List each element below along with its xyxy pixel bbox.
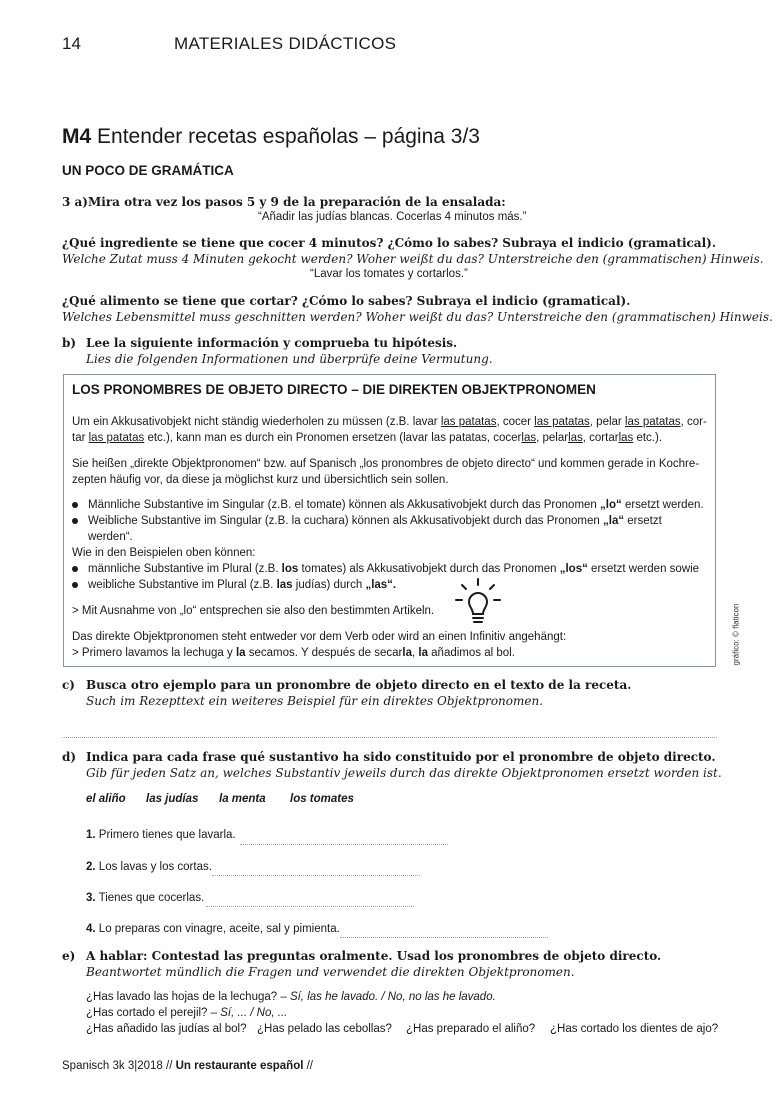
underlined-text: las patatas [624,416,681,428]
text: , pelar [589,416,625,428]
text: tomates) als Akkusativobjekt durch das Pronomen [298,563,560,575]
q3a-q1-es: ¿Qué ingrediente se tiene que cocer 4 minutos? ¿Cómo lo sabes? Subraya el indicio (gramatical). [62,236,716,250]
image-credit: gráfico: © flaticon [731,603,741,666]
q3a-prompt [62,195,506,209]
pronoun: „la“ [603,515,625,527]
q3a-q2-es: ¿Qué alimento se tiene que cortar? ¿Cómo lo sabes? Subraya el indicio (gramatical). [62,294,631,308]
text: añadimos al bol. [427,647,515,659]
question: ¿Has lavado las hojas de la lechuga? – [86,991,290,1003]
text: , pelar [536,432,569,444]
qe-letter: e) [62,949,76,963]
item-number: 2. [86,861,96,873]
answer-example: Sí, las he lavado. / No, no las he lavado. [289,991,496,1003]
qd-item [86,923,340,935]
item-text: Tienes que cocerlas. [98,892,205,904]
qe-es: A hablar: Contestad las preguntas oralmente. Usad los pronombres de objeto directo. [86,949,662,963]
infobox-bullet-1 [72,499,704,511]
infobox-wie: Wie in den Beispielen oben können: [72,547,256,559]
lightbulb-icon [452,576,504,628]
infobox-paragraph-3: Das direkte Objektpronomen steht entweder vor dem Verb oder wird an einen Infinitiv angehängt: [72,631,567,643]
page-number: 14 [62,34,81,53]
underlined-text: las [521,432,537,444]
text: etc.), kann man es durch ein Pronomen ersetzen (lavar las patatas, cocer [144,432,522,444]
qe-question: ¿Has preparado el aliño? [406,1023,536,1035]
text: ersetzt werden sowie [587,563,700,575]
section-title: MATERIALES DIDÁCTICOS [174,34,397,53]
text: Sie heißen „direkte Objektpronomen“ bzw. auf Spanisch „los pronombres de objeto directo“ und kommen gerade in Kochre- [72,458,700,470]
bullet-icon [72,518,78,524]
infobox-bullet-4 [72,579,396,591]
footer [62,1060,313,1072]
text: Männliche Substantive im Singular (z.B. el tomate) können als Akkusativobjekt durch das Pronomen [88,499,601,511]
text: ersetzt werden. [621,499,704,511]
answer-line[interactable] [212,874,420,876]
q3a-q1-de: Welche Zutat muss 4 Minuten gekocht werden? Woher weißt du das? Unterstreiche den (grammatischen) Hinweis. [62,252,764,266]
bullet-icon [72,566,78,572]
footer-title: Un restaurante español [175,1060,304,1072]
qb-letter: b) [62,336,77,350]
qe-question: ¿Has pelado las cebollas? [257,1023,392,1035]
title-code: M4 [62,125,92,148]
qc-de: Such im Rezepttext ein weiteres Beispiel für ein direktes Objektpronomen. [86,694,544,708]
title-text: Entender recetas españolas – página 3/3 [97,125,480,148]
item-number: 4. [86,923,96,935]
answer-line[interactable] [240,843,448,845]
qe-line-1 [86,991,496,1003]
text: judías) durch [292,579,366,591]
text: weibliche Substantive im Plural (z.B. [88,579,277,591]
answer-example: Sí, ... / No, ... [220,1007,288,1019]
qd-option: los tomates [290,793,354,805]
pronoun: la [418,647,428,659]
text: zepten häufig vor, da diese ja möglichst kurz und übersichtlich sein sollen. [72,474,449,486]
article: las [276,579,293,591]
pronoun: „los“ [559,563,588,575]
item-text: Primero tienes que lavarla. [98,829,236,841]
text: , cortar [582,432,619,444]
bullet-icon [72,502,78,508]
qd-option: las judías [146,793,199,805]
bullet-icon [72,582,78,588]
qd-item [86,829,236,841]
qd-item [86,861,212,873]
infobox-exception: > Mit Ausnahme von „lo“ entsprechen sie also den bestimmten Artikeln. [72,605,435,617]
answer-line[interactable] [206,905,414,907]
pronoun: „las“. [365,579,397,591]
q3a-num: 3 a) [62,195,88,209]
pronoun: la [402,647,412,659]
qe-line-2 [86,1007,287,1019]
infobox-bullet-2 [72,515,712,527]
underlined-text: las patatas [440,416,497,428]
article: los [281,563,299,575]
pronoun: la [235,647,246,659]
qe-de: Beantwortet mündlich die Fragen und verwendet die direkten Objektpronomen. [86,965,575,979]
qc-letter: c) [62,678,75,692]
underlined-text: las [618,432,634,444]
qd-letter: d) [62,750,77,764]
pronoun: „lo“ [600,499,622,511]
qb-es: Lee la siguiente información y comprueba tu hipótesis. [86,336,458,350]
underlined-text: las patatas [534,416,590,428]
item-number: 3. [86,892,96,904]
question: ¿Has cortado el perejil? – [86,1007,221,1019]
qd-option: la menta [219,793,266,805]
infobox-paragraph-1 [72,414,708,446]
text: etc.). [633,432,663,444]
q3a-prompt-text: Mira otra vez los pasos 5 y 9 de la preparación de la ensalada: [87,195,506,209]
item-text: Los lavas y los cortas. [98,861,212,873]
qe-question: ¿Has cortado los dientes de ajo? [550,1023,719,1035]
q3a-quote2: “Lavar los tomates y cortarlos.” [310,268,468,280]
qe-question: ¿Has añadido las judías al bol? [86,1023,247,1035]
answer-line[interactable] [340,936,548,938]
text: ersetzt [624,515,662,527]
q3a-q2-de: Welches Lebensmittel muss geschnitten werden? Woher weißt du das? Unterstreiche den (grammatischen) Hinweis. [62,310,773,324]
text: Weibliche Substantive im Singular (z.B. la cuchara) können als Akkusativobjekt durch das Pronomen [88,515,603,527]
underlined-text: las [568,432,583,444]
underlined-text: las patatas [88,432,145,444]
q3a-quote1: “Añadir las judías blancas. Cocerlas 4 minutos más.” [258,211,527,223]
qb-de: Lies die folgenden Informationen und überprüfe deine Vermutung. [86,352,493,366]
text: , cor- [680,416,707,428]
item-number: 1. [86,829,96,841]
page-title [62,125,480,149]
footer-text: Spanisch 3k 3|2018 // [62,1060,176,1072]
text: tar [72,432,89,444]
subtitle: UN POCO DE GRAMÁTICA [62,163,234,178]
text: männliche Substantive im Plural (z.B. [88,563,282,575]
text: > Primero lavamos la lechuga y [72,647,236,659]
qd-de: Gib für jeden Satz an, welches Substantiv jeweils durch das direkte Objektpronomen ersetzt worden ist. [86,766,722,780]
infobox-bullet-3 [72,563,699,575]
qd-option: el aliño [86,793,126,805]
infobox-title: LOS PRONOMBRES DE OBJETO DIRECTO – DIE DIREKTEN OBJEKTPRONOMEN [72,382,596,397]
infobox-example [72,647,515,659]
text: , cocer [496,416,535,428]
infobox-bullet-2-cont: werden“. [88,531,133,543]
qc-es: Busca otro ejemplo para un pronombre de objeto directo en el texto de la receta. [86,678,632,692]
text: secamos. Y después de secar [245,647,403,659]
footer-text: // [303,1060,314,1072]
qd-es: Indica para cada frase qué sustantivo ha sido constituido por el pronombre de objeto directo. [86,750,716,764]
text: , [411,647,419,659]
text: Um ein Akkusativobjekt nicht ständig wiederholen zu müssen (z.B. lavar [72,416,441,428]
infobox-paragraph-2 [72,456,708,488]
item-text: Lo preparas con vinagre, aceite, sal y pimienta. [98,923,340,935]
answer-line[interactable] [62,736,717,738]
qd-item [86,892,204,904]
